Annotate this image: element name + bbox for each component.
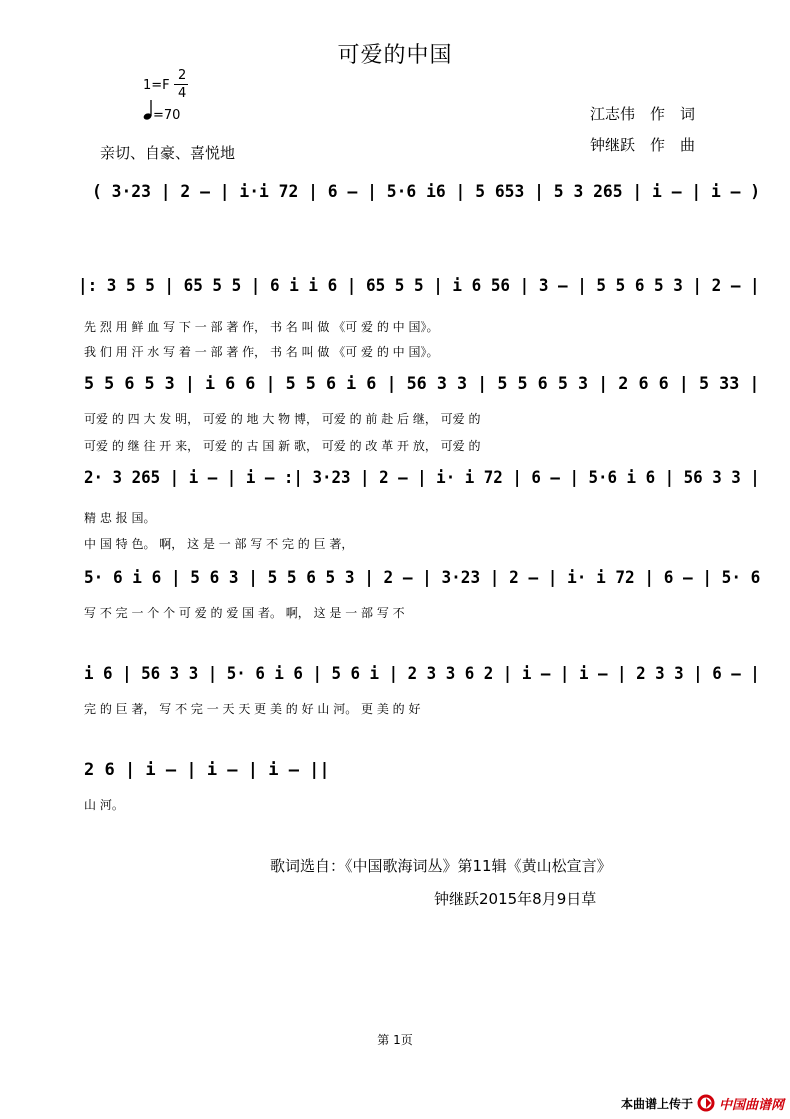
time-signature-bottom: 4 xyxy=(178,86,187,101)
site-logo-icon xyxy=(697,1094,715,1112)
music-line-1 xyxy=(70,268,760,308)
time-signature-bar xyxy=(174,84,188,85)
draft-note: 钟继跃2015年8月9日草 xyxy=(434,890,597,908)
tempo: =70 xyxy=(153,108,181,123)
lyrics-source-note: 歌词选自：《中国歌海词丛》第11辑《黄山松宣言》 xyxy=(270,857,612,875)
music-line-4 xyxy=(70,560,761,600)
lyrics-line-5a: 完 的 巨 著， 写 不 完 一 天 天 更 美 的 好 山 河。 更 美 的 好 xyxy=(84,702,421,716)
site-name: 中国曲谱网 xyxy=(718,1097,784,1113)
notes-line-3: 2· 3 265 | i – | i – :| 3·23 | 2 – | i· i 72 | 6 – | 5·6 i 6 | 56 3 3 | xyxy=(84,468,760,488)
notes-line-6: 2 6 | i – | i – | i – || xyxy=(84,760,330,780)
lyrics-line-2a: 可爱 的 四 大 发 明， 可爱 的 地 大 物 博， 可爱 的 前 赴 后 继， 可爱 的 xyxy=(84,412,481,426)
time-signature-top: 2 xyxy=(178,68,187,83)
lyrics-line-3a: 精 忠 报 国。 xyxy=(84,511,156,525)
composer-credit: 钟继跃 作 曲 xyxy=(590,136,696,154)
lyrics-line-1b: 我 们 用 汗 水 写 着 一 部 著 作， 书 名 叫 做 《可 爱 的 中 国》。 xyxy=(84,345,439,359)
lyricist-credit: 江志伟 作 词 xyxy=(590,105,696,123)
page-number: 第 1页 xyxy=(377,1033,413,1047)
lyrics-line-1a: 先 烈 用 鲜 血 写 下 一 部 著 作， 书 名 叫 做 《可 爱 的 中 国》。 xyxy=(84,320,439,334)
music-line-intro xyxy=(70,174,761,214)
music-line-3 xyxy=(70,460,760,500)
lyrics-line-3b: 中 国 特 色。 啊， 这 是 一 部 写 不 完 的 巨 著， xyxy=(84,537,354,551)
notes-line-0: ( 3·23 | 2 – | i·i 72 | 6 – | 5·6 i6 | 5 653 | 5 3 265 | i – | i – ) xyxy=(92,182,761,202)
lyrics-line-4a: 写 不 完 一 个 个 可 爱 的 爱 国 者。 啊， 这 是 一 部 写 不 xyxy=(84,606,405,620)
music-line-5 xyxy=(70,656,760,696)
key-signature: 1=F xyxy=(143,78,170,93)
notes-line-2: 5 5 6 5 3 | i 6 6 | 5 5 6 i 6 | 56 3 3 | 5 5 6 5 3 | 2 6 6 | 5 33 | xyxy=(84,374,760,394)
notes-line-4: 5· 6 i 6 | 5 6 3 | 5 5 6 5 3 | 2 – | 3·23 | 2 – | i· i 72 | 6 – | 5· 6 xyxy=(84,568,761,588)
notes-line-5: i 6 | 56 3 3 | 5· 6 i 6 | 5 6 i | 2 3 3 6 2 | i – | i – | 2 3 3 | 6 – | xyxy=(84,664,760,684)
music-line-2 xyxy=(70,366,760,406)
upload-note: 本曲谱上传于 xyxy=(620,1096,693,1111)
lyrics-line-6a: 山 河。 xyxy=(84,798,124,812)
music-line-6 xyxy=(70,752,750,792)
expression-mark: 亲切、自豪、喜悦地 xyxy=(100,144,236,162)
site-watermark xyxy=(621,1092,784,1114)
lyrics-line-2b: 可爱 的 继 往 开 来， 可爱 的 古 国 新 歌， 可爱 的 改 革 开 放， 可爱 的 xyxy=(84,439,481,453)
notes-line-1: |: 3 5 5 | 65 5 5 | 6 i i 6 | 65 5 5 | i 6 56 | 3 – | 5 5 6 5 3 | 2 – | xyxy=(78,276,760,296)
page-title: 可爱的中国 xyxy=(337,43,453,68)
